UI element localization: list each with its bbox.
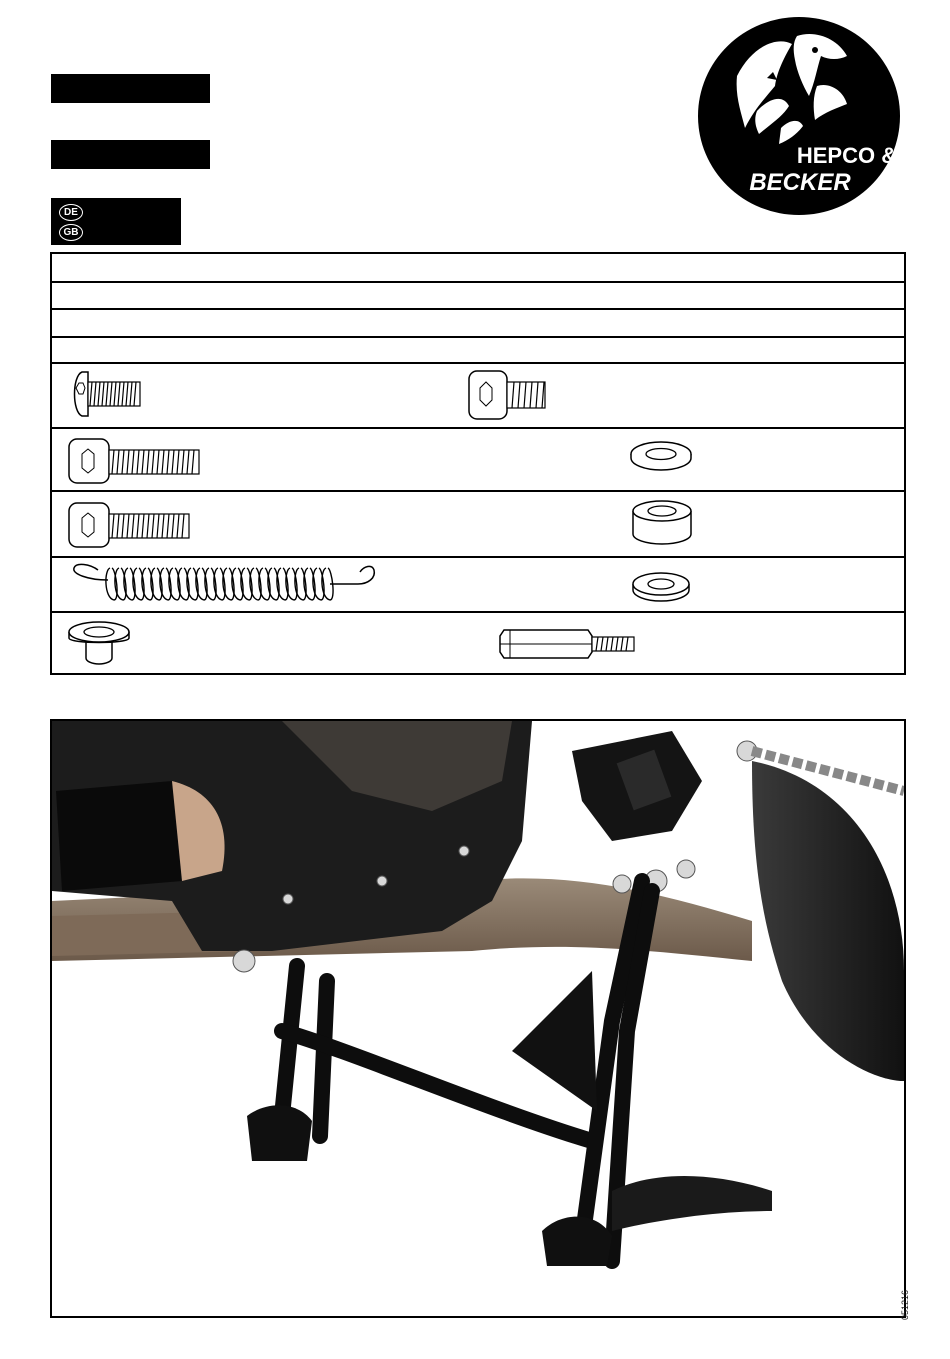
cylinder-head-screw-icon (66, 500, 196, 557)
hepco-becker-logo (697, 16, 901, 216)
long-cylinder-head-screw-icon (66, 436, 206, 493)
oil-filter (56, 781, 182, 891)
logo-text-hepco: HEPCO & (796, 143, 898, 168)
table-row-divider (52, 611, 904, 613)
stand-foot-left (247, 1105, 312, 1161)
cylinder-head-screw-short-icon (466, 368, 556, 427)
table-row-divider (52, 308, 904, 310)
title-bar (51, 74, 210, 103)
button-head-screw-icon (70, 368, 145, 425)
logo-text-becker: BECKER (749, 169, 851, 196)
rear-tyre (752, 761, 904, 1081)
table-row-divider (52, 362, 904, 364)
thick-spacer-icon (630, 498, 694, 553)
document-code: 051216 (900, 1289, 910, 1320)
stand-foot-right (542, 1217, 612, 1266)
table-row-divider (52, 281, 904, 283)
parts-list-table (50, 252, 906, 675)
flat-washer-icon (628, 438, 694, 479)
language-badge-de: DE (59, 204, 83, 221)
hex-spacer-bolt-icon (498, 624, 640, 669)
collar-bushing-icon (66, 618, 132, 675)
subtitle-bar (51, 140, 210, 169)
table-row-divider (52, 336, 904, 338)
product-photo (50, 719, 906, 1318)
tension-spring-icon (68, 560, 380, 611)
washer-icon (630, 570, 692, 609)
language-badge-gb: GB (59, 224, 83, 241)
stand-foot-lever (612, 1176, 772, 1231)
table-row-divider (52, 427, 904, 429)
language-box (51, 198, 181, 245)
